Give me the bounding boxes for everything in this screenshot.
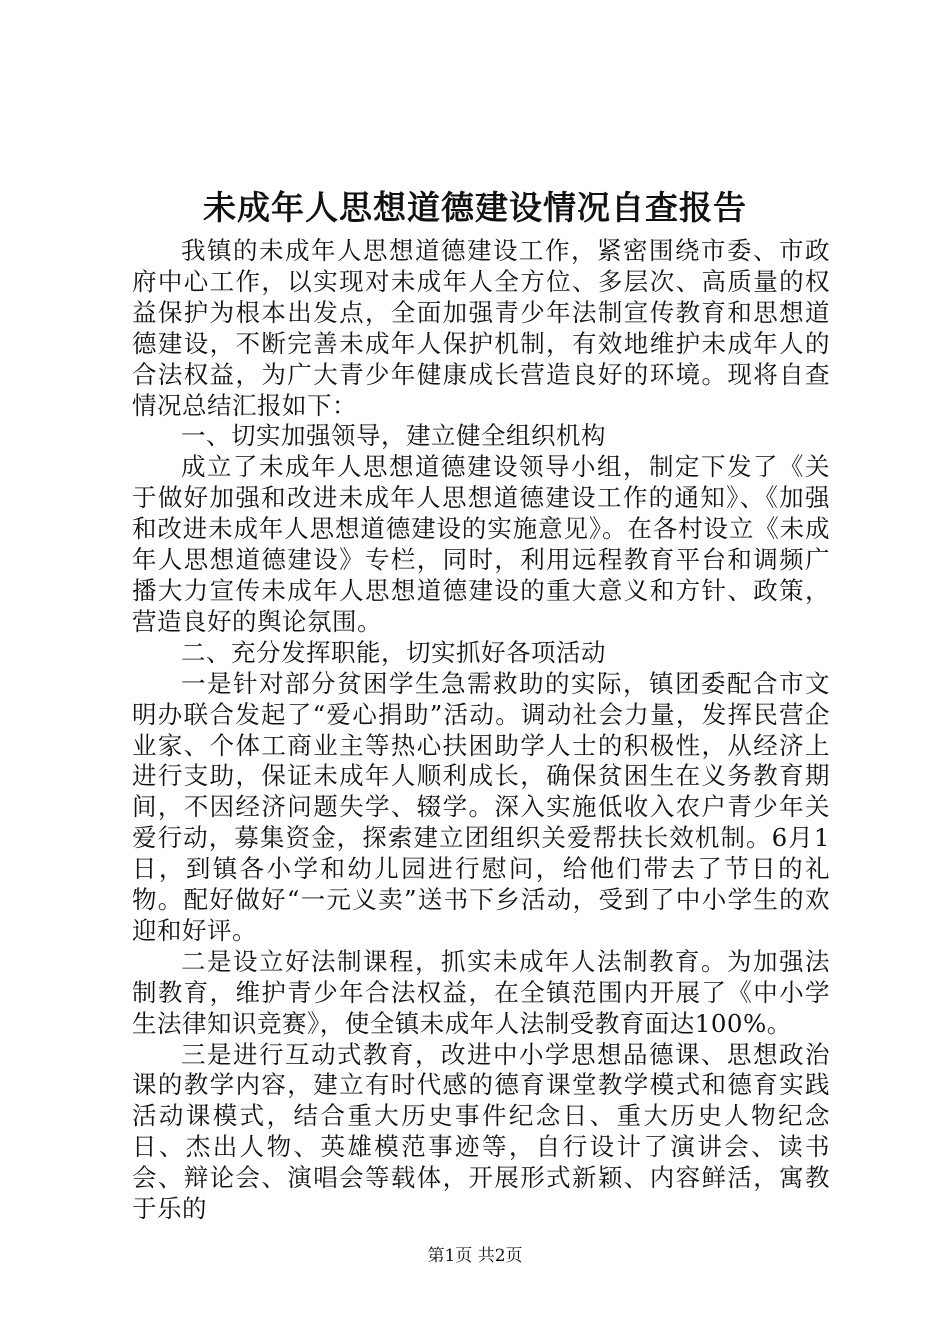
section-heading-2: 二、充分发挥职能，切实抓好各项活动 (181, 637, 606, 667)
intro-paragraph: 我镇的未成年人思想道德建设工作，紧密围绕市委、市政府中心工作，以实现对未成年人全方位、多层次、高质量的权益保护为根本出发点，全面加强青少年法制宣传教育和思想道德建设，不断完善未成年人保护机制，有效地维护未成年人的合法权益，为广大青少年健康成长营造良好的环境。现将自查情况总结汇报如下： (132, 236, 830, 420)
document-body (132, 236, 830, 1225)
section-heading-1: 一、切实加强领导，建立健全组织机构 (181, 421, 606, 451)
document-title: 未成年人思想道德建设情况自查报告 (203, 188, 747, 227)
page-footer: 第1页 共2页 (427, 1246, 523, 1266)
section-2-item-2-paragraph: 二是设立好法制课程，抓实未成年人法制教育。为加强法制教育，维护青少年合法权益，在全镇范围内开展了《中小学生法律知识竞赛》，使全镇未成年人法制受教育面达100%。 (132, 946, 830, 1038)
section-1-paragraph: 成立了未成年人思想道德建设领导小组，制定下发了《关于做好加强和改进未成年人思想道德建设工作的通知》、《加强和改进未成年人思想道德建设的实施意见》。在各村设立《未成年人思想道德建设》专栏，同时，利用远程教育平台和调频广播大力宣传未成年人思想道德建设的重大意义和方针、政策，营造良好的舆论氛围。 (132, 452, 830, 636)
section-2-item-3-paragraph: 三是进行互动式教育，改进中小学思想品德课、思想政治课的教学内容，建立有时代感的德育课堂教学模式和德育实践活动课模式，结合重大历史事件纪念日、重大历史人物纪念日、杰出人物、英雄模范事迹等，自行设计了演讲会、读书会、辩论会、演唱会等载体，开展形式新颖、内容鲜活，寓教于乐的 (132, 1039, 830, 1224)
section-2-item-1-paragraph: 一是针对部分贫困学生急需救助的实际，镇团委配合市文明办联合发起了“爱心捐助”活动。调动社会力量，发挥民营企业家、个体工商业主等热心扶困助学人士的积极性，从经济上进行支助，保证未成年人顺利成长，确保贫困生在义务教育期间，不因经济问题失学、辍学。深入实施低收入农户青少年关爱行动，募集资金，探索建立团组织关爱帮扶长效机制。6月1日，到镇各小学和幼儿园进行慰问，给他们带去了节日的礼物。配好做好“一元义卖”送书下乡活动，受到了中小学生的欢迎和好评。 (132, 668, 830, 945)
